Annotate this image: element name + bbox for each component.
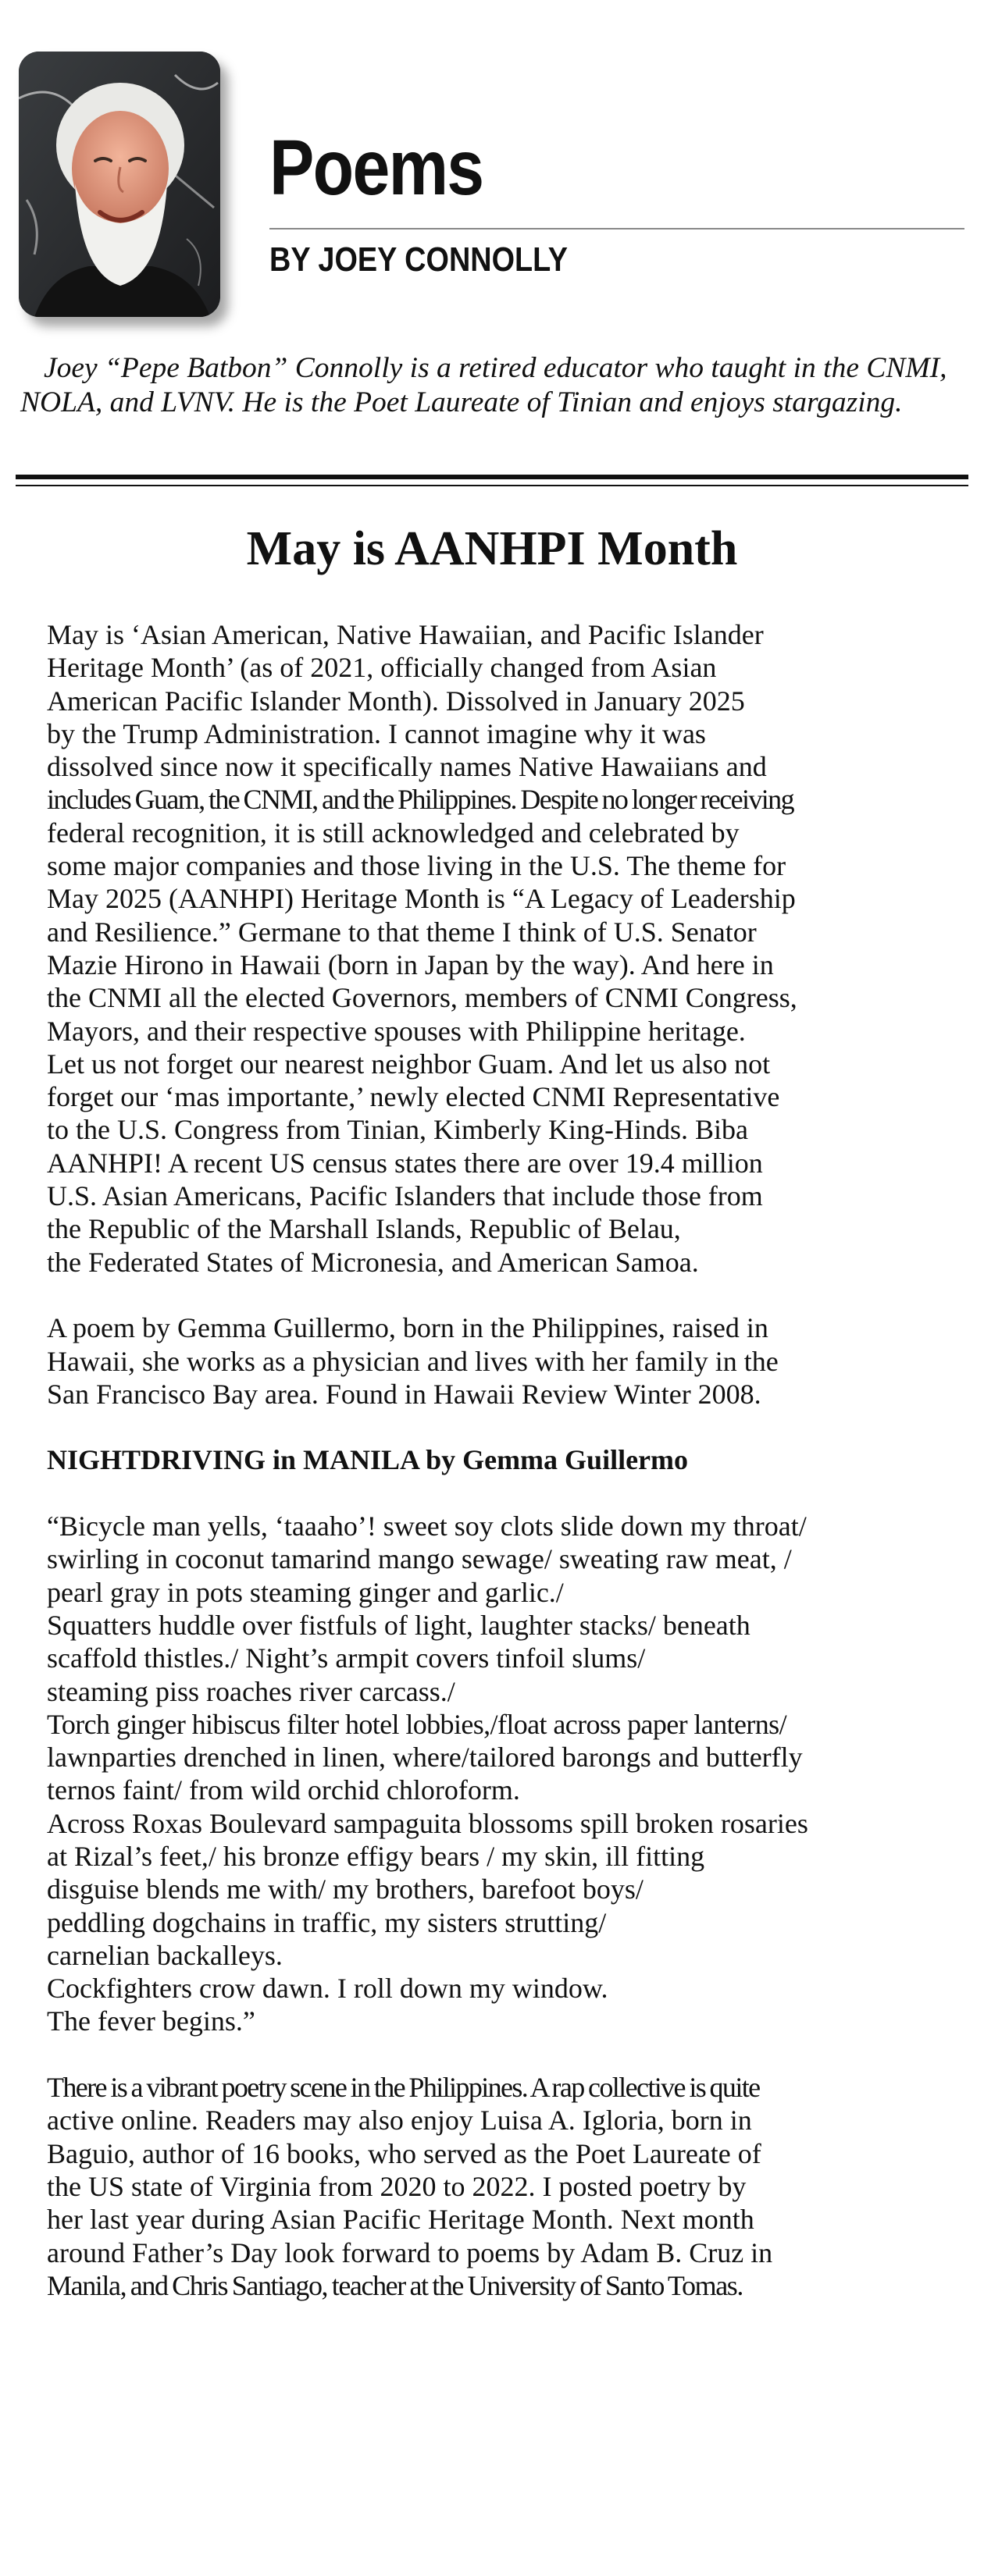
poem-line: scaffold thistles./ Night’s armpit covers tinfoil slums/: [47, 1642, 646, 1674]
text-line: San Francisco Bay area. Found in Hawaii Review Winter 2008.: [47, 1378, 761, 1410]
poem-heading: NIGHTDRIVING in MANILA by Gemma Guillermo: [47, 1444, 689, 1476]
text-line: dissolved since now it specifically names Native Hawaiians and: [47, 751, 767, 783]
poem-line: pearl gray in pots steaming ginger and garlic./: [47, 1576, 564, 1608]
text-line: her last year during Asian Pacific Heritage Month. Next month: [47, 2204, 754, 2236]
text-line: by the Trump Administration. I cannot imagine why it was: [47, 717, 706, 749]
text-line: Let us not forget our nearest neighbor Guam. And let us also not: [47, 1048, 771, 1080]
text-line: and Resilience.” Germane to that theme I think of U.S. Senator: [47, 916, 757, 948]
poem-line: Torch ginger hibiscus filter hotel lobbies,/float across paper lanterns/: [47, 1708, 786, 1740]
text-line: the CNMI all the elected Governors, members of CNMI Congress,: [47, 982, 797, 1014]
byline: BY JOEY CONNOLLY: [269, 240, 569, 279]
column-title: Poems: [269, 124, 483, 212]
poem-line: lawnparties drenched in linen, where/tailored barongs and butterfly: [47, 1742, 803, 1774]
poem-line: peddling dogchains in traffic, my sisters strutting/: [47, 1906, 607, 1938]
poem-line: steaming piss roaches river carcass./: [47, 1675, 455, 1707]
poem-line: carnelian backalleys.: [47, 1939, 283, 1971]
article-body: [47, 618, 964, 2302]
text-line: to the U.S. Congress from Tinian, Kimberly King-Hinds. Biba: [47, 1114, 748, 1146]
intro-paragraph: [47, 618, 964, 1279]
text-line: U.S. Asian Americans, Pacific Islanders that include those from: [47, 1180, 763, 1212]
poem-heading-block: [47, 1443, 964, 1476]
text-line: some major companies and those living in the U.S. The theme for: [47, 850, 786, 882]
paragraph-gap: [47, 1477, 964, 1510]
poem-line: Squatters huddle over fistfuls of light, laughter stacks/ beneath: [47, 1609, 750, 1641]
text-line: Mayors, and their respective spouses with Philippine heritage.: [47, 1015, 746, 1047]
text-line: the US state of Virginia from 2020 to 2022. I posted poetry by: [47, 2170, 747, 2202]
author-bio: [20, 351, 965, 420]
poem-line: swirling in coconut tamarind mango sewage/ sweating raw meat, /: [47, 1543, 792, 1575]
paragraph-gap: [47, 1279, 964, 1311]
section-divider-thick: [16, 475, 968, 479]
text-line: federal recognition, it is still acknowledged and celebrated by: [47, 817, 740, 849]
text-line: American Pacific Islander Month). Dissolved in January 2025: [47, 685, 745, 717]
text-line: around Father’s Day look forward to poems by Adam B. Cruz in: [47, 2236, 773, 2268]
text-line: There is a vibrant poetry scene in the Philippines. A rap collective is quite: [47, 2072, 760, 2104]
author-photo: [19, 52, 220, 317]
author-portrait-image: [19, 52, 220, 317]
text-line: includes Guam, the CNMI, and the Philippines. Despite no longer receiving: [47, 784, 793, 816]
bio-line: Joey “Pepe Batbon” Connolly is a retired educator who taught: [44, 352, 786, 384]
author-bio-text: [20, 351, 965, 420]
text-line: forget our ‘mas importante,’ newly elected CNMI Representative: [47, 1081, 780, 1113]
closing-paragraph: [47, 2071, 964, 2302]
text-line: the Federated States of Micronesia, and American Samoa.: [47, 1246, 699, 1278]
text-line: A poem by Gemma Guillermo, born in the Philippines, raised in: [47, 1312, 768, 1344]
text-line: May 2025 (AANHPI) Heritage Month is “A Legacy of Leadership: [47, 883, 796, 915]
poem: [47, 1510, 964, 2038]
paragraph-gap: [47, 1411, 964, 1443]
text-line: Mazie Hirono in Hawaii (born in Japan by the way). And here in: [47, 948, 774, 980]
poet-intro-paragraph: [47, 1311, 964, 1411]
title-divider: [269, 228, 964, 229]
text-line: May is ‘Asian American, Native Hawaiian, and Pacific Islander: [47, 619, 764, 650]
text-line: Hawaii, she works as a physician and lives with her family in the: [47, 1345, 779, 1377]
text-line: AANHPI! A recent US census states there are over 19.4 million: [47, 1147, 763, 1179]
poem-line: “Bicycle man yells, ‘taaaho’! sweet soy clots slide down my throat/: [47, 1510, 807, 1542]
section-divider-thin: [16, 485, 968, 486]
column-header: [0, 0, 984, 336]
bio-line: in the CNMI, NOLA, and LVNV. He is the Poet Laureate of Tinian: [20, 352, 947, 418]
article-title: May is AANHPI Month: [246, 522, 738, 575]
text-line: Manila, and Chris Santiago, teacher at the University of Santo Tomas.: [47, 2269, 743, 2301]
bio-line: and enjoys stargazing.: [639, 386, 903, 418]
poem-line: Across Roxas Boulevard sampaguita blossoms spill broken rosaries: [47, 1807, 808, 1839]
paragraph-gap: [47, 2038, 964, 2071]
poem-line: Cockfighters crow dawn. I roll down my window.: [47, 1973, 608, 2005]
text-line: Heritage Month’ (as of 2021, officially changed from Asian: [47, 652, 717, 684]
poem-line: ternos faint/ from wild orchid chloroform.: [47, 1774, 520, 1806]
poem-line: The fever begins.”: [47, 2005, 255, 2037]
poem-line: at Rizal’s feet,/ his bronze effigy bears / my skin, ill fitting: [47, 1840, 705, 1872]
text-line: active online. Readers may also enjoy Luisa A. Igloria, born in: [47, 2105, 752, 2137]
poem-line: disguise blends me with/ my brothers, barefoot boys/: [47, 1873, 644, 1905]
text-line: the Republic of the Marshall Islands, Republic of Belau,: [47, 1213, 681, 1245]
text-line: Baguio, author of 16 books, who served as the Poet Laureate of: [47, 2137, 761, 2169]
